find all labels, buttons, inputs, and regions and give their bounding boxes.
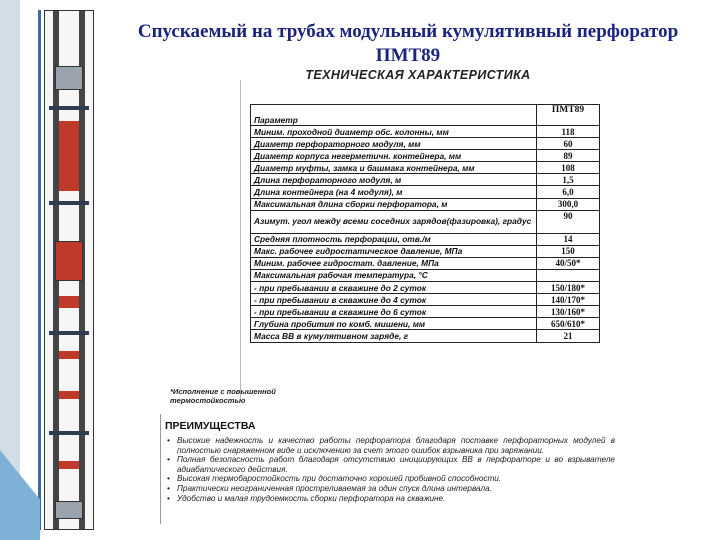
- row-value: 150: [537, 245, 600, 257]
- table-row: [251, 318, 600, 330]
- row-value: 6,0: [537, 186, 600, 198]
- table-row: [251, 186, 600, 198]
- row-value: 1,5: [537, 174, 600, 186]
- row-value: 650/610*: [537, 318, 600, 330]
- row-param: Диаметр муфты, замка и башмака контейнера, мм: [251, 162, 537, 174]
- row-value: 21: [537, 330, 600, 342]
- list-item: • Высокие надежность и качество работы перфоратора благодаря поставке перфораторных модулей в полностью снаряженном виде и исключению за счет этого ошибок взрывника при заряжании.: [165, 436, 615, 455]
- row-value: 60: [537, 138, 600, 150]
- table-row: [251, 245, 600, 257]
- row-param: Азимут. угол между всеми соседних зарядов(фазировка), градус: [251, 210, 537, 233]
- scan-edge: [160, 414, 161, 524]
- table-row: [251, 233, 600, 245]
- left-decor-line: [38, 10, 41, 530]
- row-param: Средняя плотность перфорации, отв./м: [251, 233, 537, 245]
- row-value: 40/50*: [537, 257, 600, 269]
- row-param: - при пребывании в скважине до 4 суток: [251, 294, 537, 306]
- row-param: - при пребывании в скважине до 6 суток: [251, 306, 537, 318]
- tool-segment: [59, 121, 79, 191]
- tool-ring: [49, 201, 89, 205]
- row-value: 140/170*: [537, 294, 600, 306]
- row-param: Макс. рабочее гидростатическое давление, МПа: [251, 245, 537, 257]
- row-param: Длина перфораторного модуля, м: [251, 174, 537, 186]
- table-row: [251, 198, 600, 210]
- tool-ring: [49, 106, 89, 110]
- table-row: [251, 269, 600, 281]
- row-param: Глубина пробития по комб. мишени, мм: [251, 318, 537, 330]
- header-param: Параметр: [251, 105, 537, 126]
- corner-decor: [0, 450, 40, 540]
- tool-bottom-shoe: [55, 501, 83, 519]
- row-value: 300,0: [537, 198, 600, 210]
- table-row: [251, 150, 600, 162]
- table-row: [251, 126, 600, 138]
- row-param: - при пребывании в скважине до 2 суток: [251, 282, 537, 294]
- tool-top-cap: [55, 66, 83, 90]
- row-value: 89: [537, 150, 600, 162]
- table-header-row: [251, 105, 600, 126]
- row-param: Диаметр корпуса негерметичн. контейнера, мм: [251, 150, 537, 162]
- row-param: Масса ВВ в кумулятивном заряде, г: [251, 330, 537, 342]
- advantages-list: [165, 436, 615, 503]
- page-title: Спускаемый на трубах модульный кумулятивный перфоратор ПМТ89: [137, 21, 679, 66]
- table-row: [251, 210, 600, 233]
- advantages-title: ПРЕИМУЩЕСТВА: [165, 420, 256, 432]
- row-param: Максимальная длина сборки перфоратора, м: [251, 198, 537, 210]
- footnote: *Исполнение с повышенной термостойкостью: [170, 387, 276, 405]
- row-value: 90: [537, 210, 600, 233]
- list-item: • Высокая термобаростойкость при достаточно хорошей пробивной способности.: [165, 474, 615, 484]
- section-subtitle: ТЕХНИЧЕСКАЯ ХАРАКТЕРИСТИКА: [305, 68, 531, 82]
- table-row: [251, 306, 600, 318]
- table-row: [251, 282, 600, 294]
- spec-table: [250, 104, 600, 343]
- table-row: [251, 330, 600, 342]
- tool-ring: [49, 331, 89, 335]
- tool-charge-block: [55, 241, 83, 281]
- row-param: Диаметр перфораторного модуля, мм: [251, 138, 537, 150]
- table-row: [251, 138, 600, 150]
- row-value: 118: [537, 126, 600, 138]
- row-value: 14: [537, 233, 600, 245]
- table-row: [251, 162, 600, 174]
- scan-edge: [240, 80, 241, 400]
- row-value: 150/180*: [537, 282, 600, 294]
- row-param: Максимальная рабочая температура, °С: [251, 269, 537, 281]
- row-value: 130/160*: [537, 306, 600, 318]
- tool-ring: [49, 431, 89, 435]
- tool-segment: [59, 391, 79, 399]
- row-param: Длина контейнера (на 4 модуля), м: [251, 186, 537, 198]
- list-item: • Удобство и малая трудоемкость сборки перфоратора на скважине.: [165, 494, 615, 504]
- tool-segment: [59, 351, 79, 359]
- tool-segment: [59, 461, 79, 469]
- row-param: Миним. проходной диаметр обс. колонны, мм: [251, 126, 537, 138]
- table-row: [251, 294, 600, 306]
- table-row: [251, 257, 600, 269]
- perforator-drawing: [44, 10, 94, 530]
- header-value: ПМТ89: [537, 105, 600, 126]
- row-value: [537, 269, 600, 281]
- row-value: 108: [537, 162, 600, 174]
- tool-segment: [59, 296, 79, 308]
- row-param: Миним. рабочее гидростат. давление, МПа: [251, 257, 537, 269]
- table-row: [251, 174, 600, 186]
- list-item: • Полная безопасность работ благодаря отсутствию инициирующих ВВ в перфораторе и во взрывателе адиабатического действия.: [165, 455, 615, 474]
- list-item: • Практически неограниченная простреливаемая за один спуск длина интервала.: [165, 484, 615, 494]
